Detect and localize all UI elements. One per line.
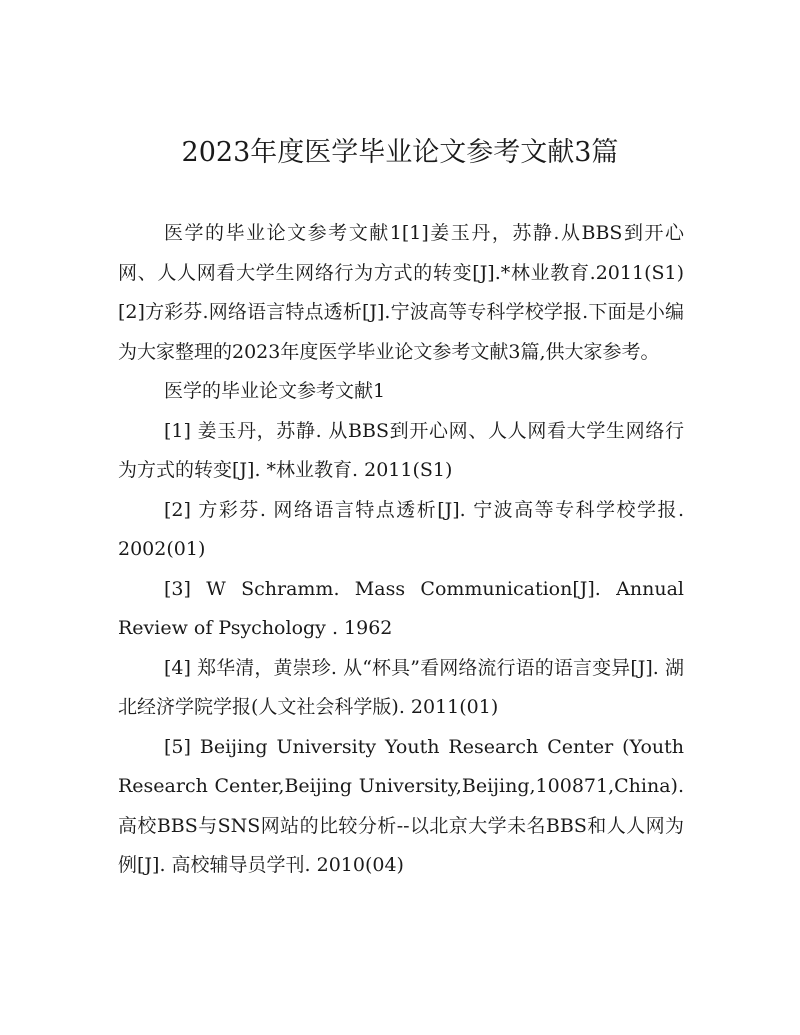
reference-item-2: [2] 方彩芬. 网络语言特点透析[J]. 宁波高等专科学校学报. 2002(01) bbox=[118, 498, 684, 560]
reference-item-4: [4] 郑华清，黄崇珍. 从“杯具”看网络流行语的语言变异[J]. 湖北经济学院学报(人文社会科学版). 2011(01) bbox=[118, 656, 684, 718]
reference-item-3: [3] W Schramm. Mass Communication[J]. Annual Review of Psychology . 1962 bbox=[118, 577, 684, 639]
reference-item-1: [1] 姜玉丹，苏静. 从BBS到开心网、人人网看大学生网络行为方式的转变[J]. *林业教育. 2011(S1) bbox=[118, 419, 684, 481]
document-title: 2023年度医学毕业论文参考文献3篇 bbox=[181, 137, 619, 168]
reference-item-5: [5] Beijing University Youth Research Center (Youth Research Center,Beijing University,Beijing,100871,China). 高校BBS与SNS网站的比较分析--以北京大学未名BBS和人人网为例[J]. 高校辅导员学刊. 2010(04) bbox=[118, 735, 684, 876]
section-heading: 医学的毕业论文参考文献1 bbox=[164, 380, 386, 402]
document-body bbox=[118, 214, 684, 886]
intro-paragraph: 医学的毕业论文参考文献1[1]姜玉丹，苏静.从BBS到开心网、人人网看大学生网络行为方式的转变[J].*林业教育.2011(S1)[2]方彩芬.网络语言特点透析[J].宁波高等专科学校学报.下面是小编为大家整理的2023年度医学毕业论文参考文献3篇,供大家参考。 bbox=[118, 222, 684, 363]
